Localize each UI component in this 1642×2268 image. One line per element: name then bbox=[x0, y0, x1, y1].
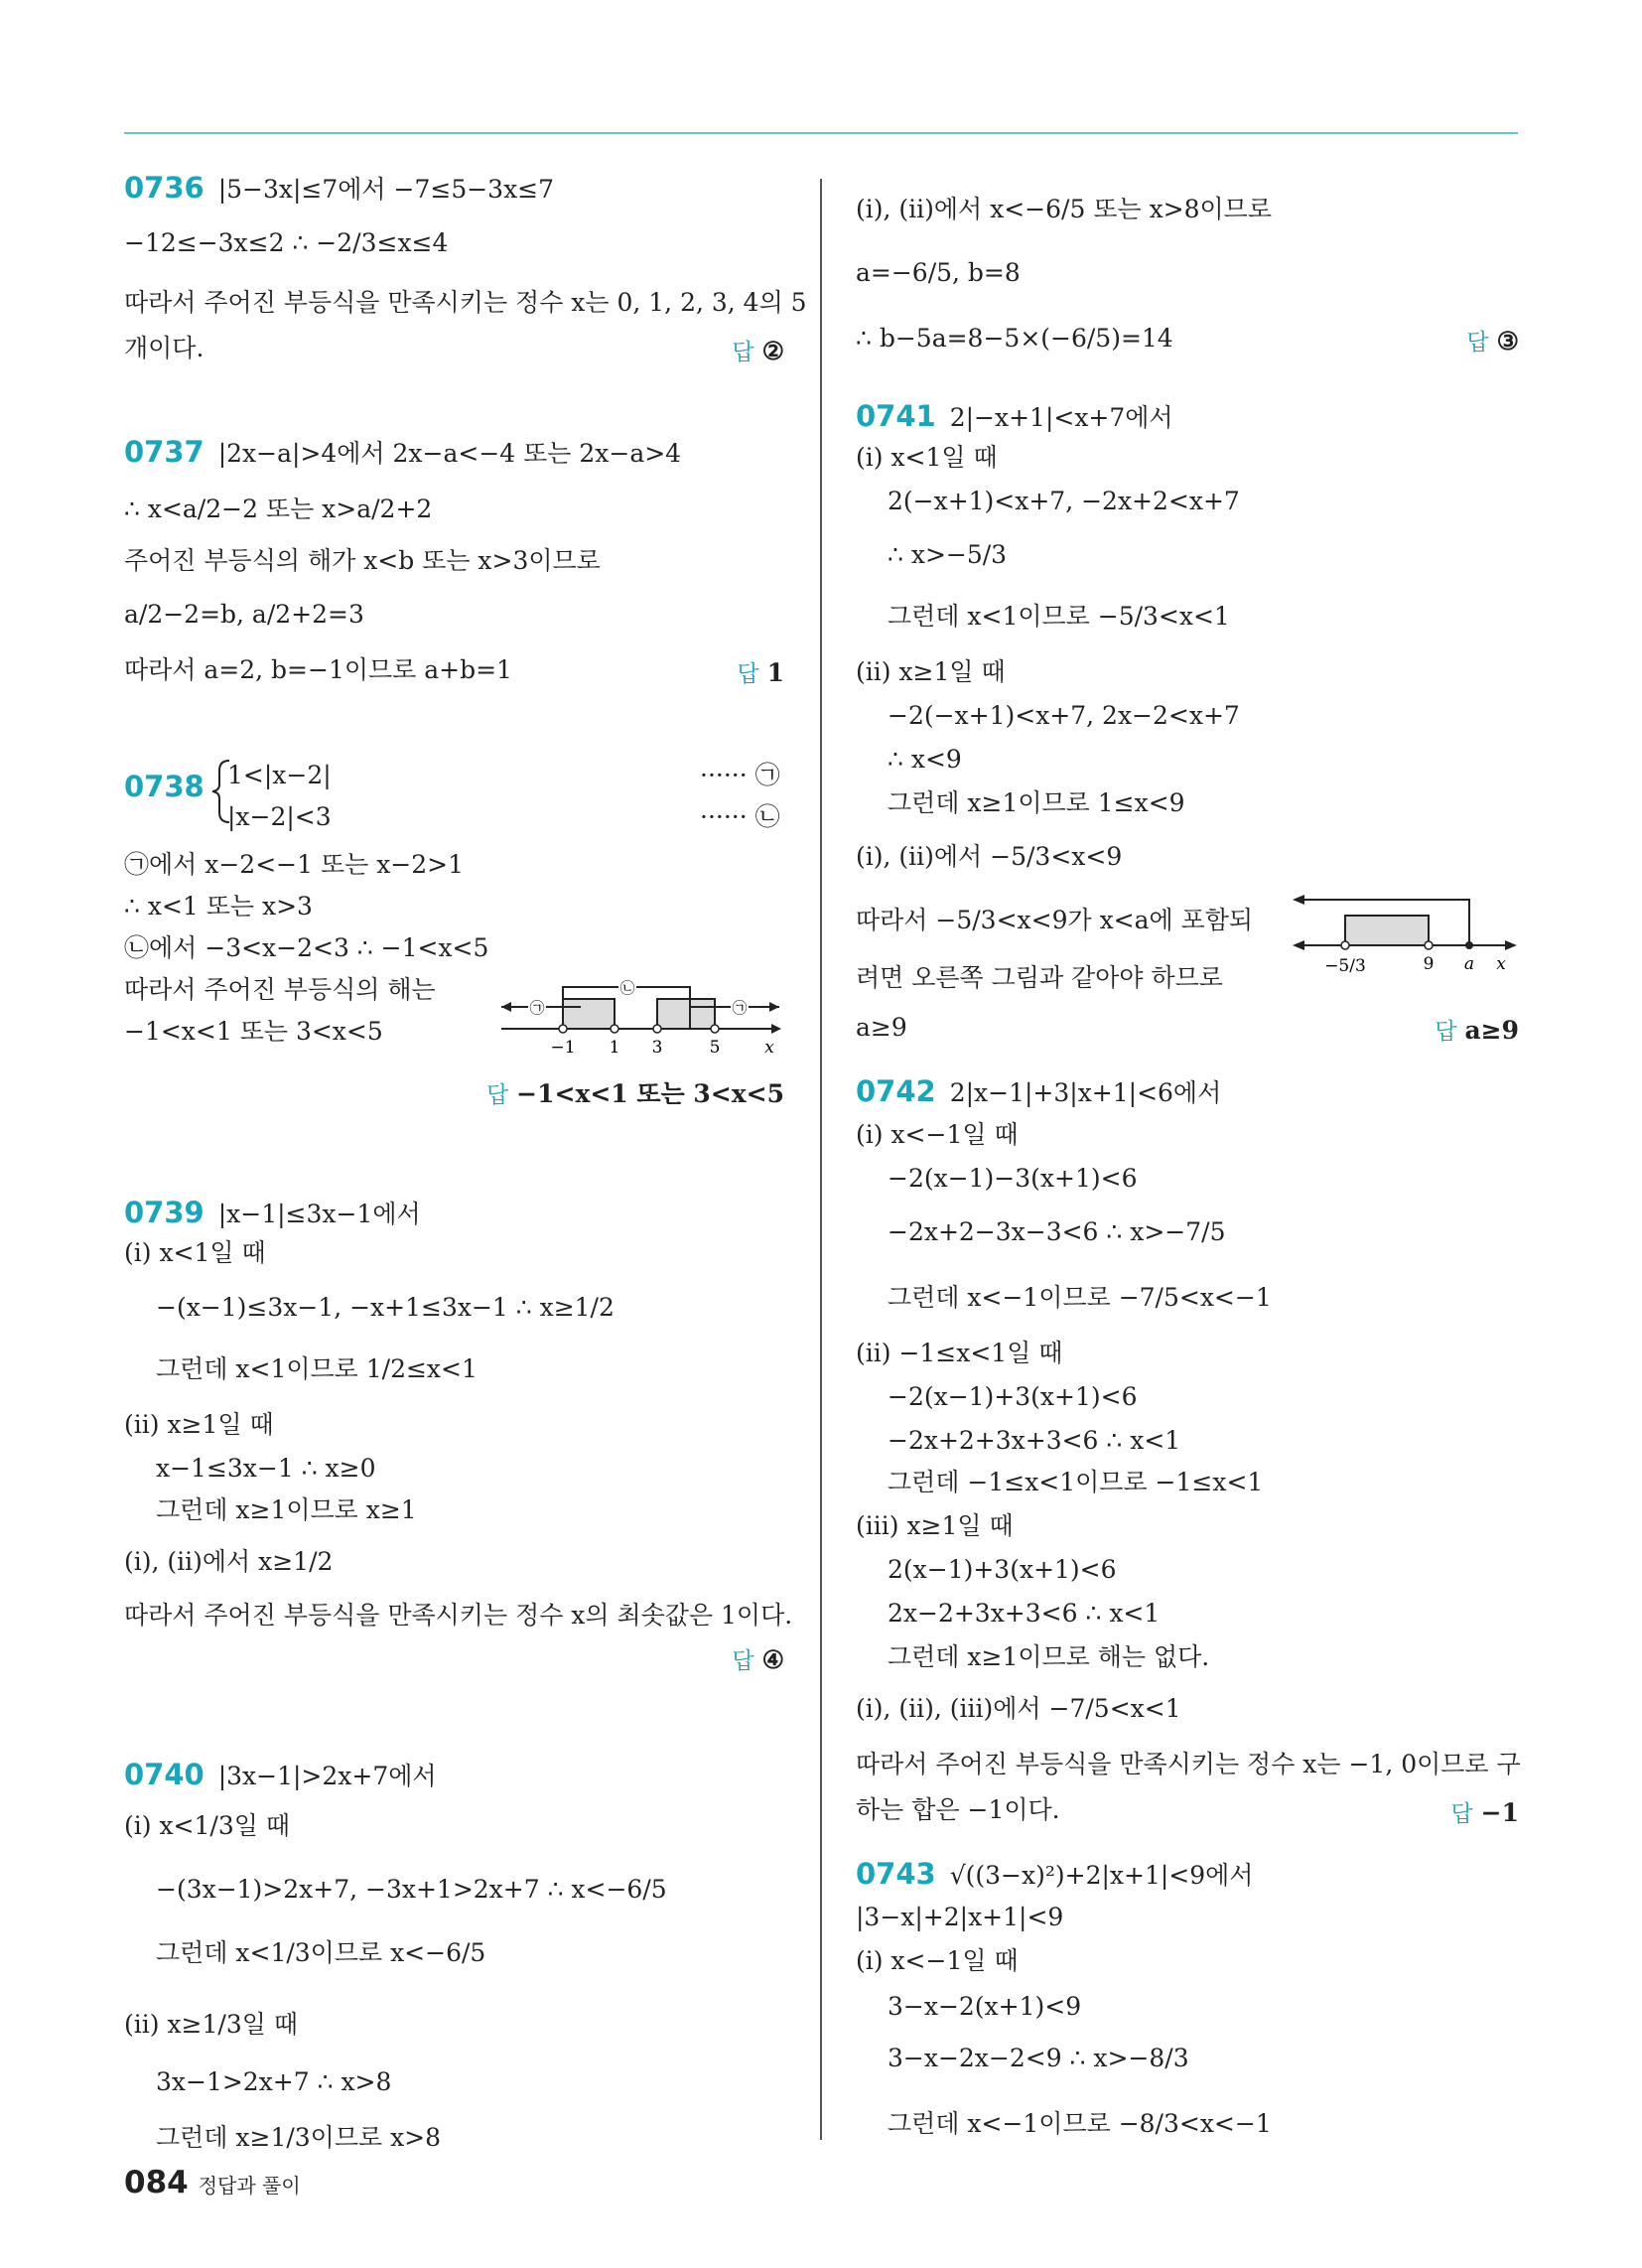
tick-label: −5/3 bbox=[1324, 956, 1366, 976]
p742-line10: (iii) x≥1일 때 bbox=[856, 1511, 1014, 1540]
p741-line2: (i) x<1일 때 bbox=[856, 443, 998, 472]
p741-line4: ∴ x>−5/3 bbox=[888, 540, 1008, 569]
p737-answer: 답 1 bbox=[737, 658, 784, 687]
p742-line3: −2(x−1)−3(x+1)<6 bbox=[888, 1164, 1138, 1193]
p737-line1: 0737 |2x−a|>4에서 2x−a<−4 또는 2x−a>4 bbox=[124, 435, 682, 469]
problem-number: 0741 bbox=[856, 399, 936, 433]
p742-line8: −2x+2+3x+3<6 ∴ x<1 bbox=[888, 1426, 1181, 1455]
p742-line5: 그런데 x<−1이므로 −7/5<x<−1 bbox=[888, 1283, 1272, 1312]
p742-line15: 따라서 주어진 부등식을 만족시키는 정수 x는 −1, 0이므로 구 bbox=[856, 1750, 1521, 1778]
p739-line3: −(x−1)≤3x−1, −x+1≤3x−1 ∴ x≥1/2 bbox=[156, 1293, 615, 1322]
tick-label: 3 bbox=[651, 1038, 663, 1058]
p741-answer: 답 a≥9 bbox=[1435, 1016, 1519, 1045]
p740-line7: 그런데 x≥1/3이므로 x>8 bbox=[156, 2123, 442, 2152]
p736-answer: 답 ② bbox=[732, 337, 784, 365]
p743-line3: (i) x<−1일 때 bbox=[856, 1946, 1019, 1975]
problem-number: 0742 bbox=[856, 1074, 936, 1108]
p737-line5: 따라서 a=2, b=−1이므로 a+b=1 bbox=[124, 655, 512, 684]
p739-answer: 답 ④ bbox=[732, 1645, 784, 1674]
column-divider bbox=[820, 179, 822, 2140]
p742-line7: −2(x−1)+3(x+1)<6 bbox=[888, 1382, 1138, 1411]
p742-line4: −2x+2−3x−3<6 ∴ x>−7/5 bbox=[888, 1217, 1226, 1246]
p742-line12: 2x−2+3x+3<6 ∴ x<1 bbox=[888, 1599, 1161, 1628]
p743-line5: 3−x−2x−2<9 ∴ x>−8/3 bbox=[888, 2044, 1189, 2072]
axis-label: x bbox=[764, 1038, 774, 1058]
p742-line2: (i) x<−1일 때 bbox=[856, 1120, 1019, 1149]
p740-line9: a=−6/5, b=8 bbox=[856, 258, 1021, 287]
p739-line1: 0739 |x−1|≤3x−1에서 bbox=[124, 1196, 421, 1229]
p741-line3: 2(−x+1)<x+7, −2x+2<x+7 bbox=[888, 487, 1240, 515]
problem-number: 0740 bbox=[124, 1758, 205, 1791]
p736-line1: 0736 |5−3x|≤7에서 −7≤5−3x≤7 bbox=[124, 171, 555, 205]
p740-line3: −(3x−1)>2x+7, −3x+1>2x+7 ∴ x<−6/5 bbox=[156, 1875, 667, 1904]
footer-label: 정답과 풀이 bbox=[198, 2174, 301, 2197]
p740-line1: 0740 |3x−1|>2x+7에서 bbox=[124, 1758, 437, 1791]
p739-line4: 그런데 x<1이므로 1/2≤x<1 bbox=[156, 1354, 478, 1383]
p741-line7: −2(−x+1)<x+7, 2x−2<x+7 bbox=[888, 701, 1240, 730]
p738-system-2: |x−2|<3 bbox=[227, 802, 332, 831]
fig-label-3: ㉠ bbox=[732, 999, 748, 1017]
p743-line6: 그런데 x<−1이므로 −8/3<x<−1 bbox=[888, 2109, 1272, 2138]
p742-line14: (i), (ii), (iii)에서 −7/5<x<1 bbox=[856, 1694, 1181, 1723]
p738-number: 0738 bbox=[124, 770, 205, 803]
p741-line6: (ii) x≥1일 때 bbox=[856, 657, 1006, 686]
p742-line6: (ii) −1≤x<1일 때 bbox=[856, 1339, 1063, 1367]
p737-line2: ∴ x<a/2−2 또는 x>a/2+2 bbox=[124, 495, 433, 523]
p739-line8: (i), (ii)에서 x≥1/2 bbox=[124, 1547, 334, 1576]
p738-line4: 따라서 주어진 부등식의 해는 bbox=[124, 975, 436, 1004]
p742-line1: 0742 2|x−1|+3|x+1|<6에서 bbox=[856, 1074, 1222, 1108]
tick-label: −1 bbox=[550, 1038, 576, 1058]
p741-line12: 려면 오른쪽 그림과 같아야 하므로 bbox=[856, 963, 1223, 992]
p738-system-2-mark: ······ ㉡ bbox=[700, 802, 780, 831]
number-line-figure bbox=[501, 971, 784, 1070]
problem-number: 0739 bbox=[124, 1196, 205, 1229]
p738-line3: ㉡에서 −3<x−2<3 ∴ −1<x<5 bbox=[124, 933, 489, 962]
header-rule bbox=[124, 132, 1518, 134]
p743-line2: |3−x|+2|x+1|<9 bbox=[856, 1903, 1064, 1931]
p740-line4: 그런데 x<1/3이므로 x<−6/5 bbox=[156, 1938, 486, 1967]
p738-system-1-mark: ······ ㉠ bbox=[700, 761, 780, 789]
p737-line3: 주어진 부등식의 해가 x<b 또는 x>3이므로 bbox=[124, 546, 601, 575]
p742-line11: 2(x−1)+3(x+1)<6 bbox=[888, 1555, 1117, 1584]
p741-line10: (i), (ii)에서 −5/3<x<9 bbox=[856, 842, 1123, 871]
p740-line6: 3x−1>2x+7 ∴ x>8 bbox=[156, 2067, 392, 2096]
problem-number: 0743 bbox=[856, 1857, 936, 1891]
page-number: 084 bbox=[124, 2165, 189, 2200]
p738-line5: −1<x<1 또는 3<x<5 bbox=[124, 1017, 383, 1046]
p743-line4: 3−x−2(x+1)<9 bbox=[888, 1992, 1082, 2021]
problem-number: 0737 bbox=[124, 435, 205, 469]
p739-line9: 따라서 주어진 부등식을 만족시키는 정수 x의 최솟값은 1이다. bbox=[124, 1601, 793, 1630]
p742-line16: 하는 합은 −1이다. bbox=[856, 1795, 1060, 1824]
p738-system-1: 1<|x−2| bbox=[227, 761, 332, 789]
p741-line13: a≥9 bbox=[856, 1013, 907, 1042]
p741-line8: ∴ x<9 bbox=[888, 745, 962, 774]
p742-answer: 답 −1 bbox=[1450, 1798, 1519, 1827]
p741-line9: 그런데 x≥1이므로 1≤x<9 bbox=[888, 788, 1185, 817]
p741-line5: 그런데 x<1이므로 −5/3<x<1 bbox=[888, 602, 1230, 631]
p737-line4: a/2−2=b, a/2+2=3 bbox=[124, 600, 364, 629]
tick-label: a bbox=[1463, 954, 1475, 974]
p736-line3: 따라서 주어진 부등식을 만족시키는 정수 x는 0, 1, 2, 3, 4의 5 bbox=[124, 288, 807, 317]
tick-label: 1 bbox=[609, 1038, 620, 1058]
p740-answer: 답 ③ bbox=[1466, 327, 1519, 355]
p739-line2: (i) x<1일 때 bbox=[124, 1238, 266, 1267]
p740-line8: (i), (ii)에서 x<−6/5 또는 x>8이므로 bbox=[856, 195, 1272, 223]
tick-label: 9 bbox=[1423, 954, 1435, 974]
p736-line2: −12≤−3x≤2 ∴ −2/3≤x≤4 bbox=[124, 228, 449, 257]
fig-label-2: ㉡ bbox=[619, 979, 635, 997]
p740-line5: (ii) x≥1/3일 때 bbox=[124, 2010, 298, 2039]
p739-line7: 그런데 x≥1이므로 x≥1 bbox=[156, 1495, 417, 1524]
p739-line5: (ii) x≥1일 때 bbox=[124, 1410, 274, 1439]
fig-label-1: ㉠ bbox=[529, 999, 545, 1017]
tick-label: 5 bbox=[709, 1038, 721, 1058]
p736-line4: 개이다. bbox=[124, 334, 205, 362]
p738-line2: ∴ x<1 또는 x>3 bbox=[124, 892, 313, 921]
page-footer bbox=[124, 2165, 301, 2200]
p741-line11: 따라서 −5/3<x<9가 x<a에 포함되 bbox=[856, 906, 1254, 934]
p738-line1: ㉠에서 x−2<−1 또는 x−2>1 bbox=[124, 850, 464, 879]
axis-label: x bbox=[1496, 954, 1506, 974]
p743-line1: 0743 √((3−x)²)+2|x+1|<9에서 bbox=[856, 1857, 1254, 1891]
p738-answer: 답 −1<x<1 또는 3<x<5 bbox=[485, 1079, 784, 1108]
p739-line6: x−1≤3x−1 ∴ x≥0 bbox=[156, 1454, 376, 1483]
p742-line13: 그런데 x≥1이므로 해는 없다. bbox=[888, 1642, 1210, 1671]
p740-line2: (i) x<1/3일 때 bbox=[124, 1811, 290, 1840]
p741-line1: 0741 2|−x+1|<x+7에서 bbox=[856, 399, 1173, 433]
problem-number: 0736 bbox=[124, 171, 205, 205]
p742-line9: 그런데 −1≤x<1이므로 −1≤x<1 bbox=[888, 1468, 1264, 1496]
p740-line10: ∴ b−5a=8−5×(−6/5)=14 bbox=[856, 324, 1173, 353]
number-line-figure bbox=[1293, 894, 1519, 997]
